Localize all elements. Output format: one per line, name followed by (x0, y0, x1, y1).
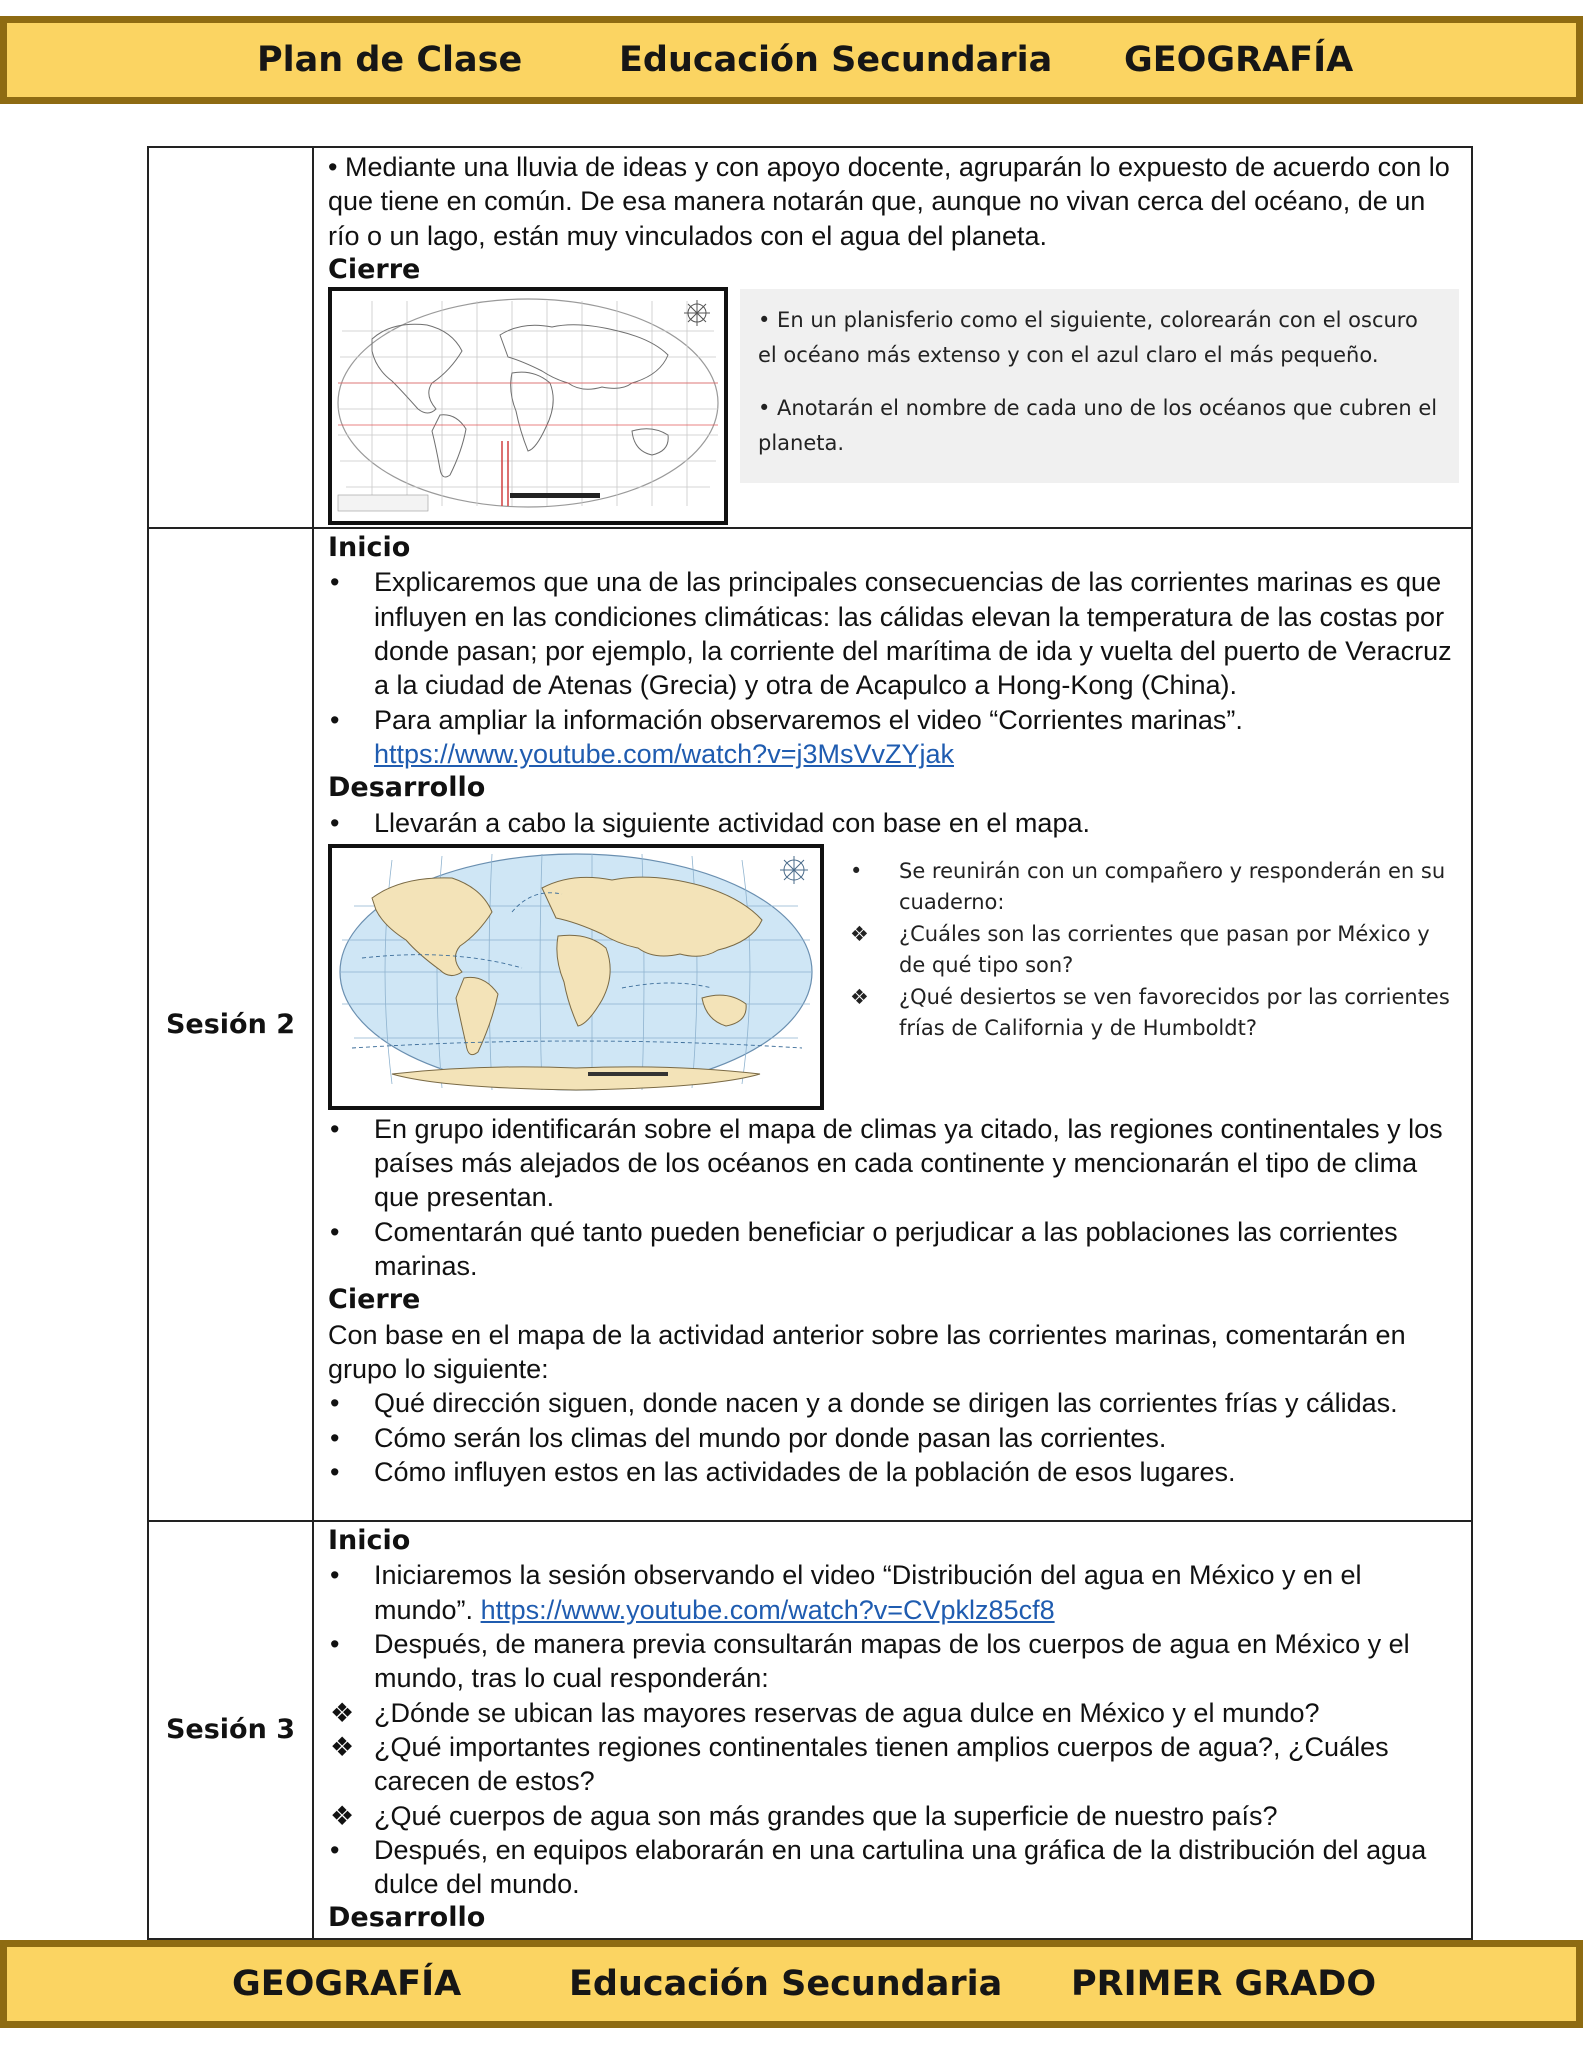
bullet-icon: • (330, 1629, 340, 1660)
table-row-session-3 (148, 1521, 1472, 1939)
footer-level: Educación Secundaria (569, 1964, 1003, 2004)
list-item: • Qué dirección siguen, donde nacen y a donde se dirigen las corrientes frías y cálidas. (328, 1386, 1459, 1420)
session-3-label: Sesión 3 (148, 1521, 313, 1939)
lesson-plan-table (147, 146, 1473, 1940)
session-3-inicio-list (328, 1558, 1459, 1901)
footer-banner (0, 1940, 1583, 2028)
list-item: • Para ampliar la información observaremos el video “Corrientes marinas”. https://www.youtube.com/watch?v=j3MsVvZYjak (330, 704, 1243, 769)
session-2-cierre-intro: Con base en el mapa de la actividad anterior sobre las corrientes marinas, comentarán en grupo lo siguiente: (328, 1319, 1406, 1384)
session-2-desarrollo-list (328, 806, 1459, 840)
diamond-bullet-icon: ❖ (850, 984, 869, 1009)
session-3-inicio-heading: Inicio (328, 1525, 411, 1557)
compass-rose-icon (780, 856, 808, 884)
currents-media-row (328, 844, 1459, 1110)
cierre-instructions (740, 289, 1459, 483)
list-item: • Después, en equipos elaborarán en una cartulina una gráfica de la distribución del agua dulce del mundo. (330, 1834, 1427, 1900)
list-item: • En grupo identificarán sobre el mapa de climas ya citado, las regiones continentales y los países más alejados de los océanos en cada continente y mencionarán el tipo de clima que presentan. (330, 1113, 1443, 1213)
footer-grade: PRIMER GRADO (1071, 1964, 1377, 2004)
bullet-icon: • (330, 567, 340, 598)
diamond-bullet-icon: ❖ (330, 1800, 355, 1831)
bullet-icon: • (330, 1560, 340, 1591)
session-2-content (313, 528, 1472, 1521)
coloring-instruction: • En un planisferio como el siguiente, colorearán con el oscuro el océano más extenso y con el azul claro el más pequeño. (758, 308, 1418, 368)
bullet-icon: • (330, 1422, 340, 1453)
session-2-inicio-heading: Inicio (328, 532, 411, 564)
ocean-currents-map (328, 844, 824, 1110)
video-link-corrientes[interactable]: https://www.youtube.com/watch?v=j3MsVvZYjak (374, 738, 954, 769)
list-item: ❖ ¿Qué cuerpos de agua son más grandes que la superficie de nuestro país? (328, 1799, 1459, 1833)
bullet-icon: • (850, 858, 863, 883)
list-item: • Cómo serán los climas del mundo por donde pasan las corrientes. (328, 1421, 1459, 1455)
list-item: • Comentarán qué tanto pueden beneficiar o perjudicar a las poblaciones las corrientes marinas. (330, 1216, 1398, 1282)
cierre-media-row (328, 287, 1459, 525)
currents-questions (844, 856, 1459, 1045)
session-3-content (313, 1521, 1472, 1939)
list-item: • Después, de manera previa consultarán mapas de los cuerpos de agua en México y el mundo, tras lo cual responderán: (330, 1629, 1410, 1694)
header-plan-title: Plan de Clase (257, 40, 523, 80)
footer-subject: GEOGRAFÍA (232, 1964, 462, 2004)
session-2-label: Sesión 2 (148, 528, 313, 1521)
header-banner (0, 16, 1583, 104)
bullet-icon: • (330, 1113, 340, 1144)
ocean-names-instruction: • Anotarán el nombre de cada uno de los océanos que cubren el planeta. (758, 396, 1438, 456)
cierre-heading: Cierre (328, 253, 421, 285)
session-2-inicio-list (328, 565, 1459, 771)
list-item: • Iniciaremos la sesión observando el video “Distribución del agua en México y en el mundo”. https://www.youtube.com/watch?v=CVpklz85cf8 (330, 1560, 1362, 1625)
world-outline-map (328, 287, 728, 525)
brainstorm-paragraph: • Mediante una lluvia de ideas y con apoyo docente, agruparán lo expuesto de acuerdo con lo que tiene en común. De esa manera notarán que, aunque no vivan cerca del océano, de un río o un lago, están muy vinculados con el agua del planeta. (328, 152, 1450, 251)
list-item: • Explicaremos que una de las principales consecuencias de las corrientes marinas es que influyen en las condiciones climáticas: las cálidas elevan la temperatura de las costas por donde pasan; por ejemplo, la corriente del marítima de ida y vuelta del puerto de Veracruz a la ciudad de Atenas (Grecia) y otra de Acapulco a Hong-Kong (China). (330, 567, 1452, 701)
session-2-cierre-list (328, 1386, 1459, 1489)
bullet-icon: • (330, 1834, 340, 1865)
bullet-icon: • (330, 1388, 340, 1419)
bullet-icon: • (330, 1456, 340, 1487)
diamond-bullet-icon: ❖ (330, 1697, 355, 1728)
bullet-icon: • (330, 704, 340, 735)
list-item: • Llevarán a cabo la siguiente actividad con base en el mapa. (328, 806, 1459, 840)
session-3-desarrollo-heading: Desarrollo (328, 1902, 486, 1934)
header-subject: GEOGRAFÍA (1124, 40, 1354, 80)
session-2-desarrollo-heading: Desarrollo (328, 772, 486, 804)
list-item: • Cómo influyen estos en las actividades de la población de esos lugares. (328, 1455, 1459, 1489)
continuation-content (313, 147, 1472, 528)
header-level: Educación Secundaria (619, 40, 1053, 80)
list-item: ❖ ¿Cuáles son las corrientes que pasan por México y de qué tipo son? (844, 919, 1459, 982)
diamond-bullet-icon: ❖ (330, 1731, 355, 1762)
table-row-session-2 (148, 528, 1472, 1521)
empty-label-cell (148, 147, 313, 528)
diamond-bullet-icon: ❖ (850, 921, 869, 946)
list-item: ❖ ¿Dónde se ubican las mayores reservas de agua dulce en México y el mundo? (328, 1696, 1459, 1730)
bullet-icon: • (330, 807, 340, 838)
video-link-distribucion-agua[interactable]: https://www.youtube.com/watch?v=CVpklz85cf8 (480, 1594, 1055, 1625)
table-row-continuation (148, 147, 1472, 528)
list-item: ❖ ¿Qué importantes regiones continentales tienen amplios cuerpos de agua?, ¿Cuáles carecen de estos? (330, 1731, 1389, 1797)
session-2-cierre-heading: Cierre (328, 1284, 421, 1316)
list-item: ❖ ¿Qué desiertos se ven favorecidos por las corrientes frías de California y de Humboldt? (844, 982, 1459, 1045)
session-2-desarrollo-list-2 (328, 1112, 1459, 1283)
list-item: • Se reunirán con un compañero y responderán en su cuaderno: (844, 856, 1459, 919)
bullet-icon: • (330, 1216, 340, 1247)
